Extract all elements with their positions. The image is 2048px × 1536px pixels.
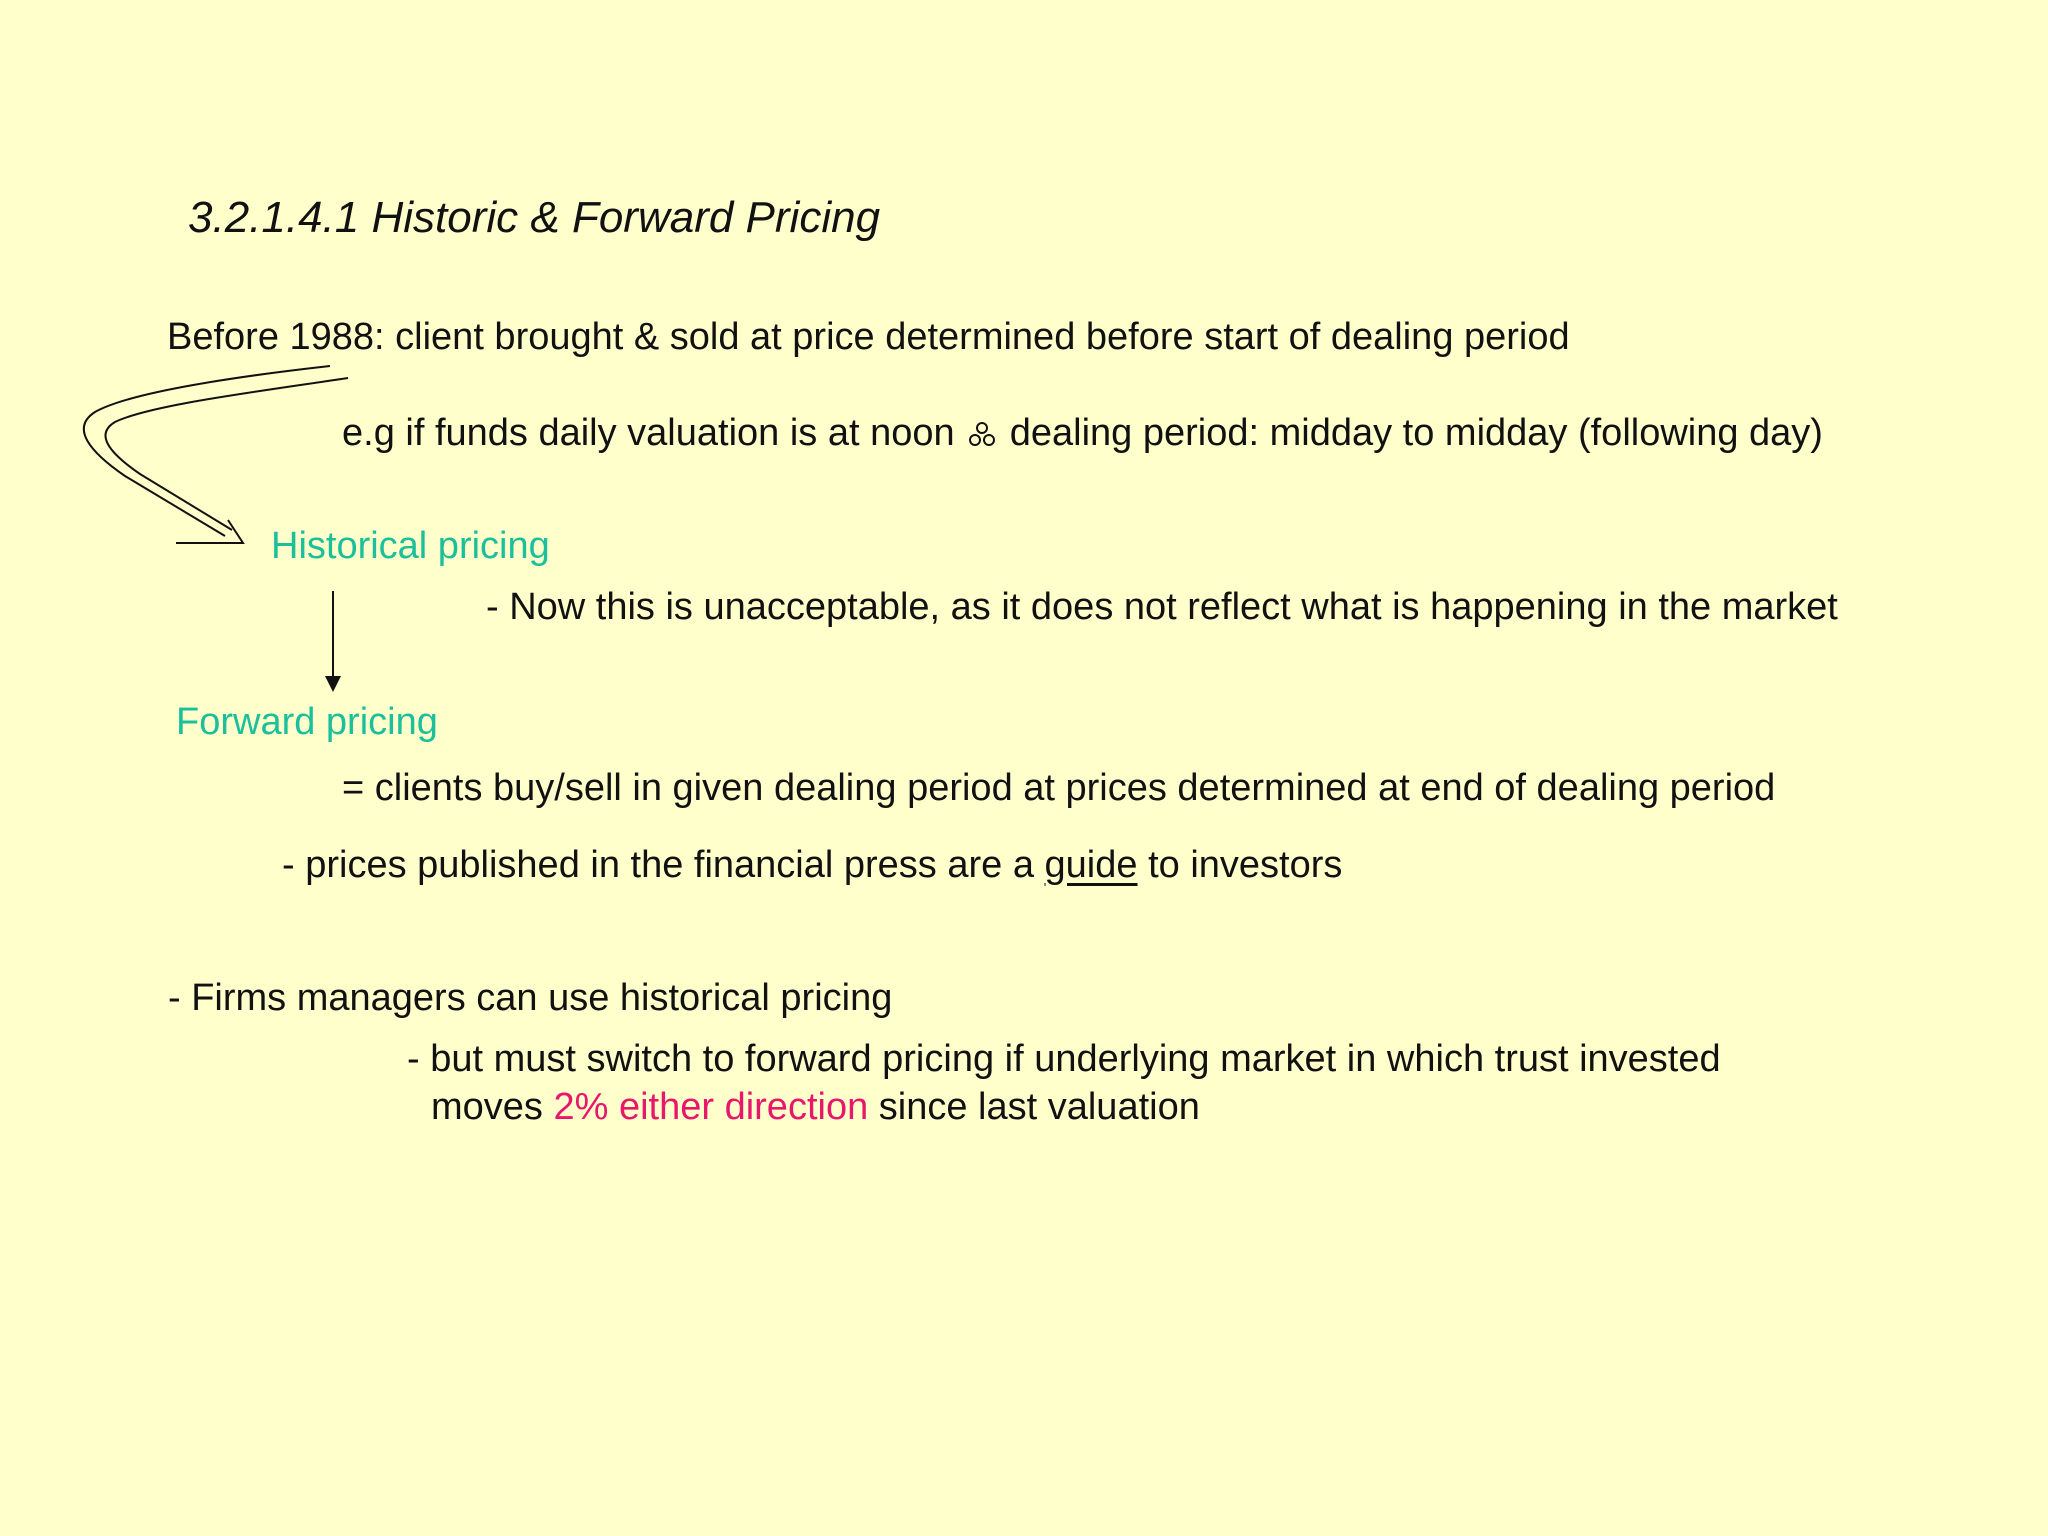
- guide-underlined: guide: [1044, 844, 1138, 886]
- example-text-before: e.g if funds daily valuation is at noon: [342, 412, 955, 454]
- switch-line-2-after: since last valuation: [868, 1086, 1200, 1128]
- forward-definition-text: = clients buy/sell in given dealing period at prices determined at end of dealing period: [342, 767, 1776, 809]
- before-1988-text: Before 1988: client brought & sold at price determined before start of dealing period: [167, 316, 1570, 358]
- unacceptable-text: - Now this is unacceptable, as it does not reflect what is happening in the market: [486, 586, 1838, 628]
- down-arrow-head: [325, 676, 341, 692]
- historical-pricing-label: Historical pricing: [271, 525, 550, 567]
- forward-pricing-label: Forward pricing: [176, 701, 438, 743]
- curved-arrow-head: [176, 520, 243, 543]
- therefore-icon: [965, 414, 999, 444]
- prices-published-line: [282, 842, 1342, 888]
- curved-arrow-outer: [84, 366, 330, 536]
- example-line: [342, 410, 1823, 456]
- switch-line-2-before: moves: [431, 1086, 554, 1128]
- firms-managers-text: - Firms managers can use historical pricing: [168, 977, 893, 1019]
- curved-arrow-inner: [105, 378, 348, 530]
- switch-highlight: 2% either direction: [553, 1086, 869, 1128]
- prices-published-after: to investors: [1137, 844, 1343, 886]
- slide-title: 3.2.1.4.1 Historic & Forward Pricing: [188, 193, 881, 242]
- example-text-after: dealing period: midday to midday (following day): [1009, 412, 1823, 454]
- switch-line-1: - but must switch to forward pricing if underlying market in which trust invested: [407, 1038, 1721, 1080]
- switch-line-2: [431, 1084, 1200, 1130]
- prices-published-before: - prices published in the financial press are a: [282, 844, 1045, 886]
